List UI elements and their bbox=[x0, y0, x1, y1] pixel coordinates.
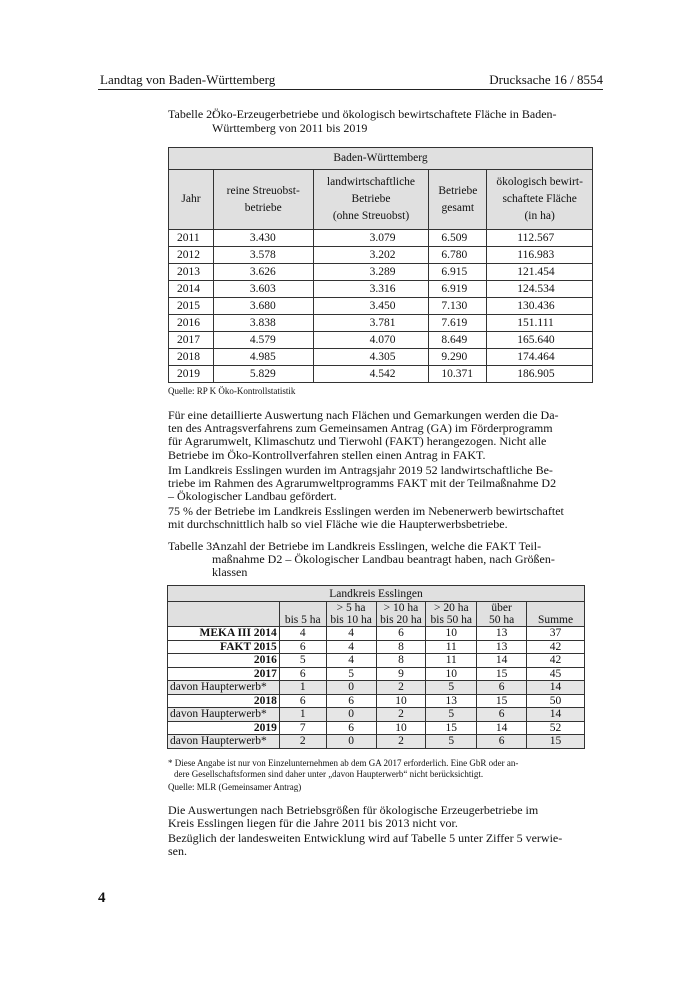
table3-row bbox=[168, 735, 585, 749]
table3-cell: 15 bbox=[477, 694, 527, 708]
page-number: 4 bbox=[98, 890, 106, 906]
table3-cell: 6 bbox=[279, 667, 326, 681]
table2-caption bbox=[168, 107, 592, 137]
table2-caption-line2: Württemberg von 2011 bis 2019 bbox=[212, 121, 368, 135]
paragraph-3: 75 % der Betriebe im Landkreis Esslingen werden im Nebenerwerb bewirtschaftet mit durchschnittlich halb so viel Fläche wie die Haupterwerbsbetriebe. bbox=[168, 504, 564, 532]
table2-cell: 2015 bbox=[169, 298, 214, 315]
table3-header-ueber50: über 50 ha bbox=[477, 602, 527, 627]
table3-cell: 15 bbox=[527, 735, 585, 749]
table2-cell: 4.542 bbox=[313, 366, 429, 383]
table3-cell: 5 bbox=[279, 654, 326, 668]
table3-row bbox=[168, 708, 585, 722]
table3-row-label: davon Haupterwerb* bbox=[168, 681, 280, 695]
table2-header-jahr: Jahr bbox=[169, 170, 214, 230]
table3-cell: 4 bbox=[326, 640, 376, 654]
table2-cell: 10.371 bbox=[429, 366, 487, 383]
table3-cell: 14 bbox=[477, 654, 527, 668]
table3-caption-line1: Anzahl der Betriebe im Landkreis Esslingen, welche die FAKT Teil- bbox=[212, 539, 542, 553]
table3-cell: 5 bbox=[326, 667, 376, 681]
table2-cell: 9.290 bbox=[429, 349, 487, 366]
table2-cell: 7.619 bbox=[429, 315, 487, 332]
table2-cell: 3.316 bbox=[313, 281, 429, 298]
table3-cell: 10 bbox=[426, 627, 477, 641]
table3-header-5-10: > 5 ha bis 10 ha bbox=[326, 602, 376, 627]
table2-cell: 8.649 bbox=[429, 332, 487, 349]
table2-cell: 6.915 bbox=[429, 264, 487, 281]
table3-cell: 4 bbox=[326, 627, 376, 641]
table3-cell: 13 bbox=[426, 694, 477, 708]
table2-cell: 3.202 bbox=[313, 247, 429, 264]
table3-cell: 2 bbox=[376, 681, 426, 695]
table3-cell: 0 bbox=[326, 681, 376, 695]
table3-cell: 37 bbox=[527, 627, 585, 641]
table3-caption-line3: klassen bbox=[212, 565, 248, 579]
table3-footnote: * Diese Angabe ist nur von Einzelunternehmen ab dem GA 2017 erforderlich. Eine GbR oder an- dere Gesellschaftsformen sind daher unter „davon Haupterwerb“ nicht berücksichtigt. bbox=[168, 758, 519, 779]
table3-cell: 6 bbox=[477, 681, 527, 695]
table3-row-label: MEKA III 2014 bbox=[168, 627, 280, 641]
table3-caption bbox=[168, 539, 592, 581]
table2-row bbox=[169, 332, 593, 349]
table2-cell: 7.130 bbox=[429, 298, 487, 315]
table2-cell: 3.838 bbox=[213, 315, 313, 332]
table3-cell: 42 bbox=[527, 640, 585, 654]
table2-header-landwirtschaftlich: landwirtschaftliche Betriebe (ohne Streuobst) bbox=[313, 170, 429, 230]
table2-row bbox=[169, 349, 593, 366]
table2-cell: 6.780 bbox=[429, 247, 487, 264]
table3-cell: 14 bbox=[477, 721, 527, 735]
table3-cell: 8 bbox=[376, 640, 426, 654]
table2-cell: 165.640 bbox=[487, 332, 593, 349]
table2-cell: 3.603 bbox=[213, 281, 313, 298]
table2-row bbox=[169, 281, 593, 298]
table2-cell: 116.983 bbox=[487, 247, 593, 264]
table3-caption-number: Tabelle 3: bbox=[168, 539, 216, 553]
table3-cell: 6 bbox=[477, 708, 527, 722]
table2-cell: 4.579 bbox=[213, 332, 313, 349]
table3-cell: 6 bbox=[477, 735, 527, 749]
table3-row-label: 2019 bbox=[168, 721, 280, 735]
table3-cell: 2 bbox=[376, 735, 426, 749]
table3-cell: 10 bbox=[376, 721, 426, 735]
table2-row bbox=[169, 247, 593, 264]
table2-row bbox=[169, 298, 593, 315]
table2-cell: 124.534 bbox=[487, 281, 593, 298]
table3-row bbox=[168, 627, 585, 641]
table2-source: Quelle: RP K Öko-Kontrollstatistik bbox=[168, 386, 296, 396]
table2-cell: 6.509 bbox=[429, 230, 487, 247]
table3-row-label: davon Haupterwerb* bbox=[168, 735, 280, 749]
table3-cell: 1 bbox=[279, 708, 326, 722]
paragraph-2: Im Landkreis Esslingen wurden im Antragsjahr 2019 52 landwirtschaftliche Be- triebe im Rahmen des Agrarumweltprogramms FAKT mit der Teilmaßnahme D2 – Ökologischer Landbau gefördert. bbox=[168, 463, 557, 504]
table3-cell: 11 bbox=[426, 640, 477, 654]
table3-cell: 4 bbox=[279, 627, 326, 641]
table3-caption-line2: maßnahme D2 – Ökologischer Landbau beantragt haben, nach Größen- bbox=[212, 552, 555, 566]
table3-cell: 2 bbox=[279, 735, 326, 749]
table2-cell: 3.578 bbox=[213, 247, 313, 264]
table2-cell: 2019 bbox=[169, 366, 214, 383]
table3-row-label: 2017 bbox=[168, 667, 280, 681]
table2-header-streuobst: reine Streuobst- betriebe bbox=[213, 170, 313, 230]
table3-cell: 0 bbox=[326, 708, 376, 722]
paragraph-5: Bezüglich der landesweiten Entwicklung wird auf Tabelle 5 unter Ziffer 5 verwie- sen. bbox=[168, 831, 563, 859]
table3-cell: 14 bbox=[527, 681, 585, 695]
table3-cell: 13 bbox=[477, 627, 527, 641]
table3-row-label: FAKT 2015 bbox=[168, 640, 280, 654]
page-header bbox=[98, 72, 603, 90]
table3-cell: 4 bbox=[326, 654, 376, 668]
table3-row-label: 2018 bbox=[168, 694, 280, 708]
table3-cell: 6 bbox=[326, 721, 376, 735]
table3-cell: 15 bbox=[477, 667, 527, 681]
table2-cell: 5.829 bbox=[213, 366, 313, 383]
table3-header-empty bbox=[168, 602, 280, 627]
table3-cell: 10 bbox=[376, 694, 426, 708]
table3-cell: 15 bbox=[426, 721, 477, 735]
table2-cell: 3.781 bbox=[313, 315, 429, 332]
table2-cell: 4.985 bbox=[213, 349, 313, 366]
table2-banner: Baden-Württemberg bbox=[169, 148, 593, 170]
table2-cell: 3.450 bbox=[313, 298, 429, 315]
table2-cell: 4.305 bbox=[313, 349, 429, 366]
table2-cell: 121.454 bbox=[487, 264, 593, 281]
table3-header-20-50: > 20 ha bis 50 ha bbox=[426, 602, 477, 627]
table2-cell: 2014 bbox=[169, 281, 214, 298]
table2-cell: 2011 bbox=[169, 230, 214, 247]
table2-cell: 2016 bbox=[169, 315, 214, 332]
table2-cell: 3.289 bbox=[313, 264, 429, 281]
table3-cell: 45 bbox=[527, 667, 585, 681]
table3-header-summe: Summe bbox=[527, 602, 585, 627]
table2-cell: 151.111 bbox=[487, 315, 593, 332]
table3-row bbox=[168, 721, 585, 735]
table2-row bbox=[169, 366, 593, 383]
table2 bbox=[168, 147, 593, 383]
table2-cell: 3.680 bbox=[213, 298, 313, 315]
table3-cell: 42 bbox=[527, 654, 585, 668]
table2-cell: 3.079 bbox=[313, 230, 429, 247]
table3-cell: 13 bbox=[477, 640, 527, 654]
table2-cell: 112.567 bbox=[487, 230, 593, 247]
table3-cell: 6 bbox=[326, 694, 376, 708]
table3-cell: 6 bbox=[376, 627, 426, 641]
table3-header-bis5: bis 5 ha bbox=[279, 602, 326, 627]
table2-cell: 2017 bbox=[169, 332, 214, 349]
table2-cell: 2012 bbox=[169, 247, 214, 264]
table2-header-gesamt: Betriebe gesamt bbox=[429, 170, 487, 230]
table3-cell: 5 bbox=[426, 681, 477, 695]
table2-row bbox=[169, 230, 593, 247]
table2-caption-number: Tabelle 2: bbox=[168, 107, 216, 121]
table3-cell: 1 bbox=[279, 681, 326, 695]
table3-header-10-20: > 10 ha bis 20 ha bbox=[376, 602, 426, 627]
table3-cell: 6 bbox=[279, 694, 326, 708]
table3-row bbox=[168, 640, 585, 654]
table3-banner: Landkreis Esslingen bbox=[168, 586, 585, 602]
table2-cell: 4.070 bbox=[313, 332, 429, 349]
table3 bbox=[167, 585, 585, 749]
table2-cell: 2018 bbox=[169, 349, 214, 366]
table2-caption-line1: Öko-Erzeugerbetriebe und ökologisch bewirtschaftete Fläche in Baden- bbox=[212, 107, 557, 121]
table3-cell: 6 bbox=[279, 640, 326, 654]
table3-cell: 5 bbox=[426, 708, 477, 722]
paragraph-4: Die Auswertungen nach Betriebsgrößen für ökologische Erzeugerbetriebe im Kreis Esslingen liegen für die Jahre 2011 bis 2013 nicht vor. bbox=[168, 803, 539, 831]
table2-cell: 3.626 bbox=[213, 264, 313, 281]
paragraph-1: Für eine detaillierte Auswertung nach Flächen und Gemarkungen werden die Da- ten des Antragsverfahrens zum Gemeinsamen Antrag (GA) im Förderprogramm für Agrarumwelt, Klimaschutz und Tierwohl (FAKT) herangezogen. Nicht alle Betriebe im Öko-Kontrollverfahren stellen einen Antrag in FAKT. bbox=[168, 408, 559, 462]
table2-cell: 186.905 bbox=[487, 366, 593, 383]
table2-cell: 174.464 bbox=[487, 349, 593, 366]
header-drucksache: Drucksache 16 / 8554 bbox=[489, 72, 603, 87]
table2-row bbox=[169, 315, 593, 332]
table3-row bbox=[168, 654, 585, 668]
table3-cell: 0 bbox=[326, 735, 376, 749]
table3-cell: 2 bbox=[376, 708, 426, 722]
table3-cell: 52 bbox=[527, 721, 585, 735]
table2-cell: 2013 bbox=[169, 264, 214, 281]
table3-cell: 50 bbox=[527, 694, 585, 708]
table2-cell: 3.430 bbox=[213, 230, 313, 247]
table3-cell: 10 bbox=[426, 667, 477, 681]
header-landtag: Landtag von Baden-Württemberg bbox=[100, 72, 276, 87]
table2-cell: 6.919 bbox=[429, 281, 487, 298]
table3-cell: 11 bbox=[426, 654, 477, 668]
table3-row-label: davon Haupterwerb* bbox=[168, 708, 280, 722]
table3-row bbox=[168, 694, 585, 708]
table2-header-flaeche: ökologisch bewirt- schaftete Fläche (in ha) bbox=[487, 170, 593, 230]
table3-source: Quelle: MLR (Gemeinsamer Antrag) bbox=[168, 782, 302, 792]
table3-cell: 8 bbox=[376, 654, 426, 668]
table3-cell: 7 bbox=[279, 721, 326, 735]
table2-cell: 130.436 bbox=[487, 298, 593, 315]
table3-row bbox=[168, 667, 585, 681]
table3-cell: 5 bbox=[426, 735, 477, 749]
table3-row bbox=[168, 681, 585, 695]
table3-cell: 14 bbox=[527, 708, 585, 722]
table3-cell: 9 bbox=[376, 667, 426, 681]
table3-row-label: 2016 bbox=[168, 654, 280, 668]
table2-row bbox=[169, 264, 593, 281]
